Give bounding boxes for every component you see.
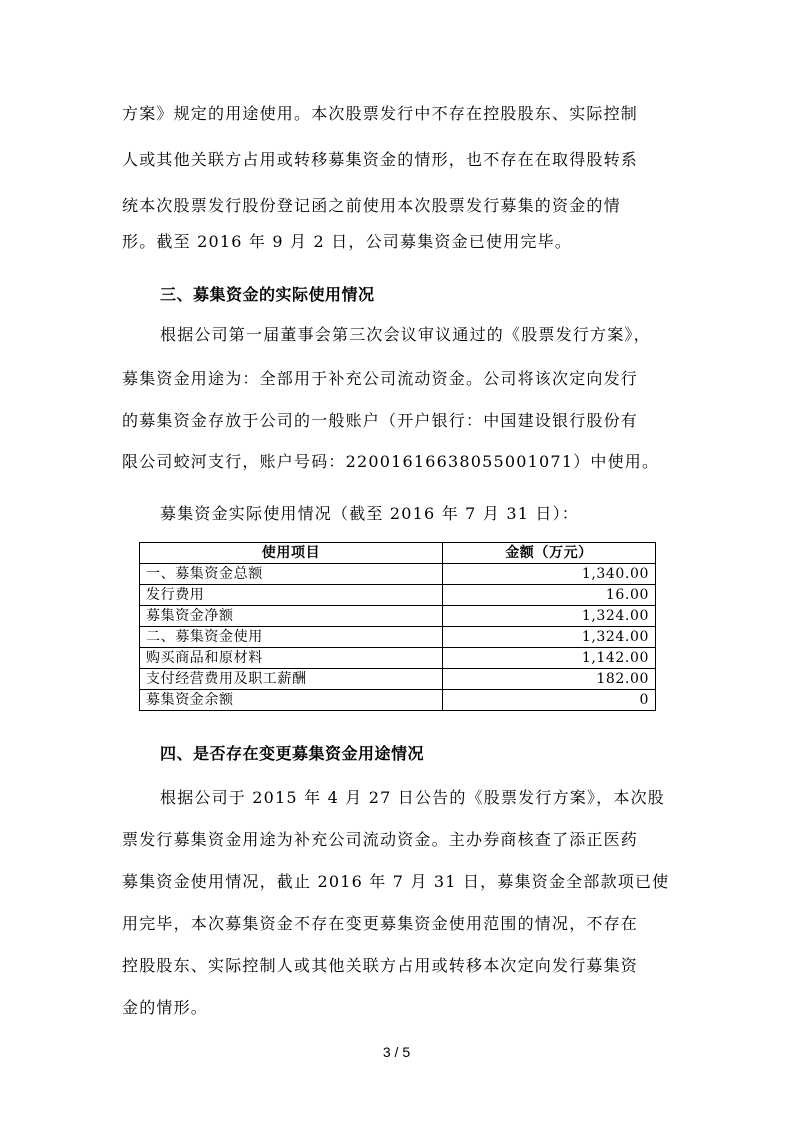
row-amount: 1,142.00	[443, 648, 656, 669]
paragraph-line: 人或其他关联方占用或转移募集资金的情形，也不存在在取得股转系	[122, 150, 639, 169]
row-amount: 0	[443, 690, 656, 711]
table-row	[140, 627, 656, 648]
paragraph-line: 金的情形。	[122, 998, 209, 1017]
section-heading-3: 三、募集资金的实际使用情况	[160, 285, 375, 304]
column-header-amount: 金额（万元）	[443, 543, 656, 564]
column-header-item: 使用项目	[140, 543, 443, 564]
fund-usage-table	[139, 542, 656, 711]
section-heading-4: 四、是否存在变更募集资金用途情况	[160, 744, 425, 763]
row-item: 支付经营费用及职工薪酬	[140, 669, 443, 690]
table-row	[140, 585, 656, 606]
table-row	[140, 690, 656, 711]
paragraph-line: 控股股东、实际控制人或其他关联方占用或转移本次定向发行募集资	[122, 956, 639, 975]
page-number: 3 / 5	[382, 1044, 411, 1060]
table-row	[140, 564, 656, 585]
paragraph-line: 限公司蛟河支行，账户号码：22001616638055001071）中使用。	[122, 452, 660, 471]
paragraph-line: 的募集资金存放于公司的一般账户（开户银行：中国建设银行股份有	[122, 411, 639, 430]
table-caption: 募集资金实际使用情况（截至 2016 年 7 月 31 日）：	[160, 504, 579, 523]
row-item: 购买商品和原材料	[140, 648, 443, 669]
paragraph-line: 统本次股票发行股份登记函之前使用本次股票发行募集的资金的情	[122, 196, 621, 215]
table-row	[140, 606, 656, 627]
paragraph-line: 募集资金使用情况，截止 2016 年 7 月 31 日，募集资金全部款项已使	[122, 872, 670, 891]
paragraph-line: 根据公司第一届董事会第三次会议审议通过的《股票发行方案》，	[160, 325, 651, 344]
paragraph-line: 票发行募集资金用途为补充公司流动资金。主办券商核查了添正医药	[122, 830, 639, 849]
paragraph-line: 募集资金用途为：全部用于补充公司流动资金。公司将该次定向发行	[122, 369, 639, 388]
paragraph-line: 方案》规定的用途使用。本次股票发行中不存在控股股东、实际控制	[122, 104, 639, 123]
paragraph-line: 用完毕，本次募集资金不存在变更募集资金使用范围的情况，不存在	[122, 914, 639, 933]
row-item: 二、募集资金使用	[140, 627, 443, 648]
table-row	[140, 669, 656, 690]
row-item: 募集资金净额	[140, 606, 443, 627]
paragraph-line: 形。截至 2016 年 9 月 2 日，公司募集资金已使用完毕。	[122, 232, 572, 251]
paragraph-line: 根据公司于 2015 年 4 月 27 日公告的《股票发行方案》，本次股	[160, 788, 665, 807]
row-amount: 1,324.00	[443, 606, 656, 627]
row-amount: 16.00	[443, 585, 656, 606]
row-item: 募集资金余额	[140, 690, 443, 711]
row-amount: 1,324.00	[443, 627, 656, 648]
table-header-row	[140, 543, 656, 564]
row-amount: 182.00	[443, 669, 656, 690]
row-item: 一、募集资金总额	[140, 564, 443, 585]
table-row	[140, 648, 656, 669]
row-item: 发行费用	[140, 585, 443, 606]
row-amount: 1,340.00	[443, 564, 656, 585]
